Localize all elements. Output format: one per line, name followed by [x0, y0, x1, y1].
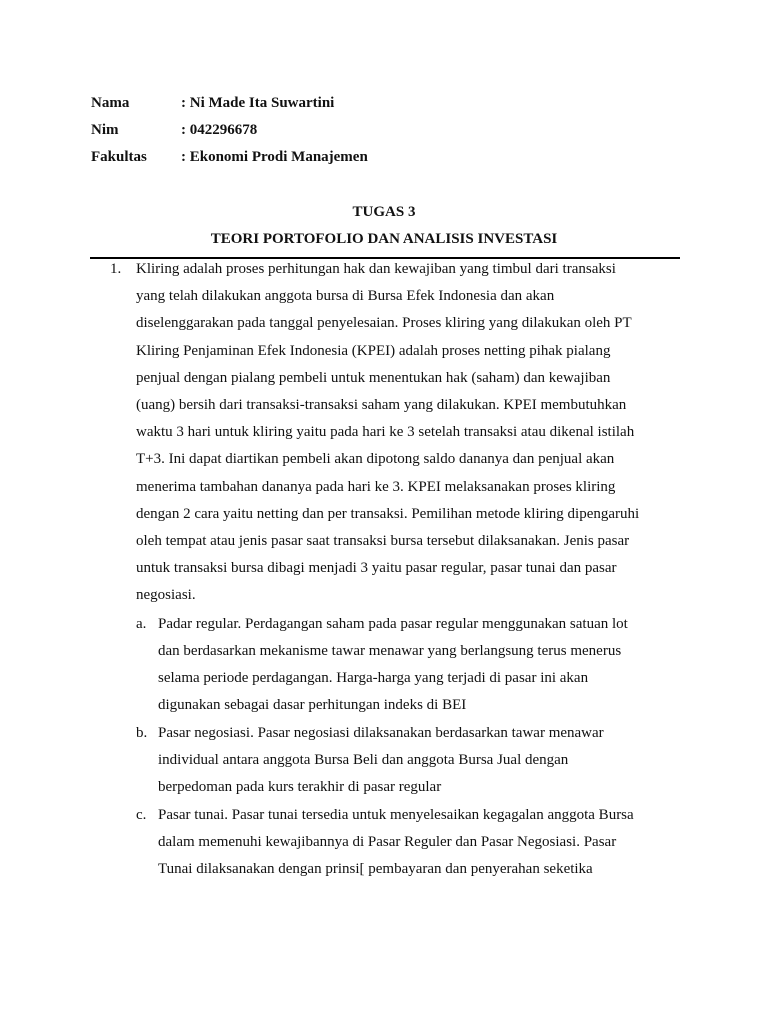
item-1-line: dengan 2 cara yaitu netting dan per transaksi. Pemilihan metode kliring dipengaruhi — [136, 505, 640, 522]
sub-c-line: Tunai dilaksanakan dengan prinsi[ pembayaran dan penyerahan seketika — [158, 861, 593, 877]
item-1-line: waktu 3 hari untuk kliring yaitu pada hari ke 3 setelah transaksi atau dikenal istilah — [136, 424, 635, 441]
name-label: Nama — [91, 95, 130, 111]
sub-a-line: Padar regular. Perdagangan saham pada pasar regular menggunakan satuan lot — [158, 616, 628, 632]
sub-b-line: individual antara anggota Bursa Beli dan anggota Bursa Jual dengan — [158, 752, 569, 768]
sub-c-marker: c. — [136, 807, 147, 823]
item-1-paragraph — [136, 256, 681, 609]
faculty-label: Fakultas — [91, 149, 147, 165]
nim-label: Nim — [91, 122, 119, 138]
sub-b-marker: b. — [136, 725, 148, 741]
sub-b-line: Pasar negosiasi. Pasar negosiasi dilaksanakan berdasarkan tawar menawar — [158, 725, 604, 741]
item-1-line: negosiasi. — [136, 587, 196, 604]
name-value: : Ni Made Ita Suwartini — [181, 95, 335, 111]
item-1-line: Kliring adalah proses perhitungan hak dan kewajiban yang timbul dari transaksi — [136, 261, 616, 277]
item-1-line: untuk transaksi bursa dibagi menjadi 3 yaitu pasar regular, pasar tunai dan pasar — [136, 560, 617, 577]
item-1-line: diselenggarakan pada tanggal penyelesaian. Proses kliring yang dilakukan oleh PT — [136, 315, 632, 332]
item-1-line: penjual dengan pialang pembeli untuk menentukan hak (saham) dan kewajiban — [136, 369, 611, 386]
item-1-line: menerima tambahan dananya pada hari ke 3. KPEI melaksanakan proses kliring — [136, 478, 616, 495]
item-1-line: (uang) bersih dari transaksi-transaksi saham yang dilakukan. KPEI membutuhkan — [136, 396, 627, 413]
item-1-line: Kliring Penjaminan Efek Indonesia (KPEI) adalah proses netting pihak pialang — [136, 342, 611, 359]
sub-a-line: selama periode perdagangan. Harga-harga yang terjadi di pasar ini akan — [158, 670, 589, 686]
sub-c-line: Pasar tunai. Pasar tunai tersedia untuk menyelesaikan kegagalan anggota Bursa — [158, 807, 634, 823]
sub-a-line: digunakan sebagai dasar perhitungan indeks di BEI — [158, 697, 467, 713]
sub-a-paragraph — [158, 611, 678, 719]
sub-a-line: dan berdasarkan mekanisme tawar menawar yang berlangsung terus menerus — [158, 643, 622, 659]
sub-c-paragraph — [158, 802, 678, 883]
faculty-value: : Ekonomi Prodi Manajemen — [181, 149, 368, 165]
item-1-number: 1. — [110, 261, 122, 277]
sub-c-line: dalam memenuhi kewajibannya di Pasar Reguler dan Pasar Negosiasi. Pasar — [158, 834, 617, 850]
item-1-line: oleh tempat atau jenis pasar saat transaksi bursa tersebut dilaksanakan. Jenis pasar — [136, 532, 630, 549]
item-1-line: T+3. Ini dapat diartikan pembeli akan dipotong saldo dananya dan penjual akan — [136, 451, 615, 468]
item-1-line: yang telah dilakukan anggota bursa di Bursa Efek Indonesia dan akan — [136, 288, 555, 305]
nim-value: : 042296678 — [181, 122, 258, 138]
sub-a-marker: a. — [136, 616, 147, 632]
course-title: TEORI PORTOFOLIO DAN ANALISIS INVESTASI — [210, 231, 558, 247]
sub-b-paragraph — [158, 720, 678, 801]
assignment-title: TUGAS 3 — [352, 204, 416, 220]
sub-b-line: berpedoman pada kurs terakhir di pasar regular — [158, 779, 442, 795]
